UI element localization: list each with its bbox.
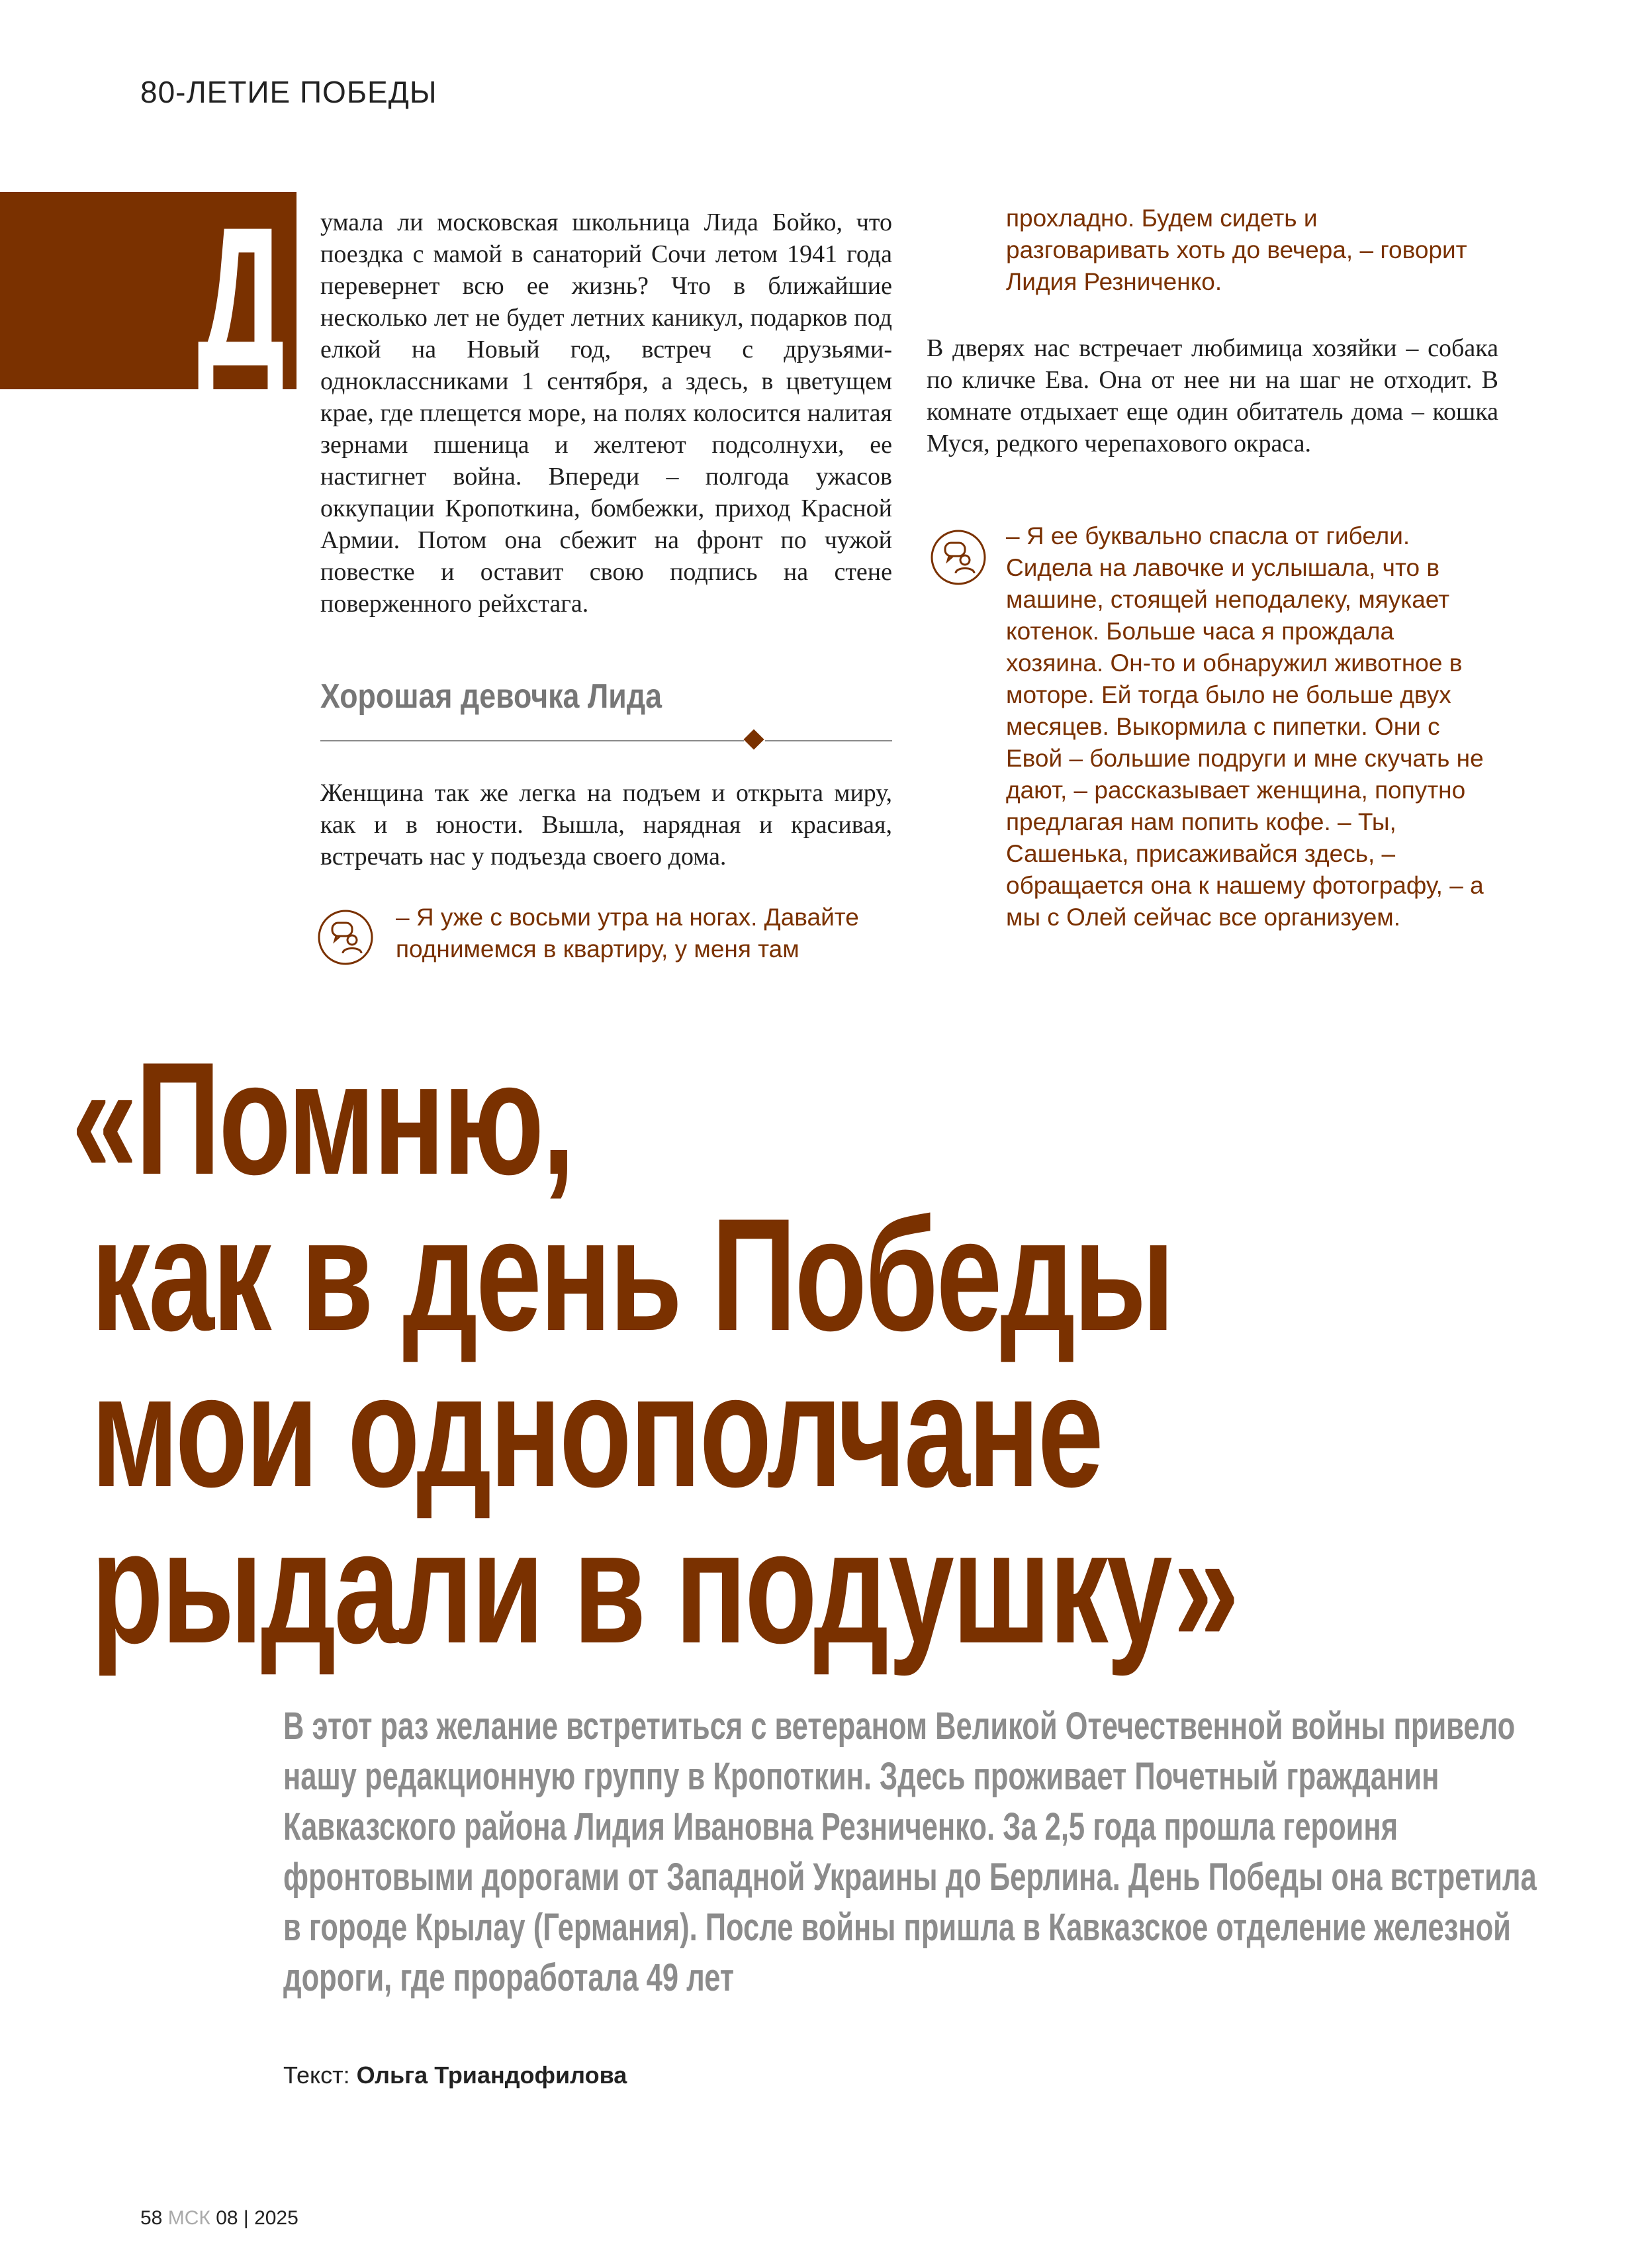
drop-cap-block [0,185,296,408]
byline [283,2061,627,2089]
headline-line-4: рыдали в подушку» [91,1498,1238,1677]
section-rubric: 80-ЛЕТИЕ ПОБЕДЫ [140,75,437,109]
subheading-rule-right [765,740,892,741]
byline-label: Текст: [283,2061,350,2089]
byline-author: Ольга Триандофилова [356,2061,627,2089]
headline-line-3: мои однополчане [91,1342,1102,1521]
headline-line-2: как в день Победы [91,1186,1173,1364]
quote-first-continuation: прохладно. Будем сидеть и разговаривать хоть до вечера, – говорит Лидия Резниченко. [1006,205,1467,295]
page-footer [140,2207,298,2230]
quote-cat-story: – Я ее буквально спасла от гибели. Сидела на лавочке и услышала, что в машине, стоящей неподалеку, мяукает котенок. Больше часа я прождала хозяина. Он-то и обнаружил животное в моторе. Ей тогда было не больше двух месяцев. Выкормила с пипетки. Они с Евой – большие подруги и мне скучать не дают, – рассказывает женщина, попутно предлагая нам попить кофе. – Ты, Сашенька, присаживайся здесь, – обращается она к нашему фотографу, – а мы с Олей сейчас все организуем. [1006,522,1484,931]
headline-line-1: «Помню, [71,1029,573,1208]
paragraph-pets: В дверях нас встречает любимица хозяйки – собака по кличке Ева. Она от нее ни на шаг не отходит. В комнате отдыхает еще один обитатель дома – кошка Муся, редкого черепахового окраса. [927,334,1498,457]
speech-bubble-person-icon [316,908,375,967]
subheading: Хорошая девочка Лида [320,677,662,716]
paragraph-meeting: Женщина так же легка на подъем и открыта миру, как и в юности. Вышла, нарядная и красивая, встречать нас у подъезда своего дома. [320,779,892,871]
drop-cap-letter: Д [197,185,285,408]
footer-separator: | [243,2207,249,2229]
page-number: 58 [140,2207,163,2229]
issue-number: 08 [216,2207,238,2229]
lead-paragraph: В этот раз желание встретиться с ветераном Великой Отечественной войны привело нашу редакционную группу в Кропоткин. Здесь проживает Почетный гражданин Кавказского района Лидия Ивановна Резниченко. За 2,5 года прошла героиня фронтовыми дорогами от Западной Украины до Берлина. День Победы она встретила в городе Крылау (Германия). После войны пришла в Кавказское отделение железной дороги, где проработала 49 лет [283,1705,1537,1999]
issue-year: 2025 [254,2207,298,2229]
diamond-ornament [743,729,764,749]
quote-first-part: – Я уже с восьми утра на ногах. Давайте поднимемся в квартиру, у меня там [396,904,859,963]
speech-bubble-person-icon [929,528,987,587]
main-headline [71,1029,1238,1677]
intro-paragraph: умала ли московская школьница Лида Бойко, что поездка с мамой в санаторий Сочи летом 1941 года перевернет всю ее жизнь? Что в ближайшие несколько лет не будет летних каникул, подарков под елкой на Новый год, встреч с друзьями-одноклассниками 1 сентября, а здесь, в цветущем крае, где плещется море, на полях колосится налитая зернами пшеница и желтеют подсолнухи, ее настигнет война. Впереди – полгода ужасов оккупации Кропоткина, бомбежки, приход Красной Армии. Потом она сбежит на фронт по чужой повестке и оставит свою подпись на стене поверженного рейхстага. [320,209,892,618]
subheading-rule-left [320,740,744,741]
magazine-brand: МСК [167,2207,210,2229]
